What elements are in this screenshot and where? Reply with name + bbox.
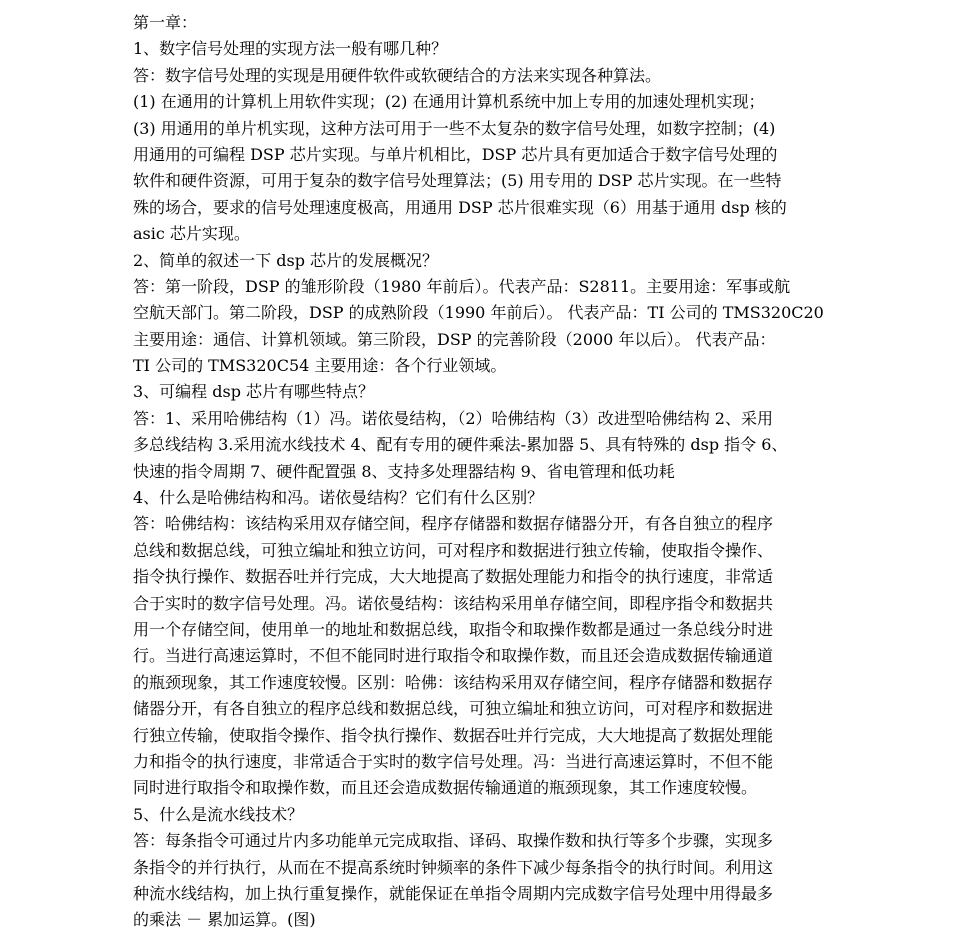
answer-4-line-1: 答：哈佛结构：该结构采用双存储空间，程序存储器和数据存储器分开，有各自独立的程序 bbox=[133, 514, 774, 534]
answer-1-line-4: 用通用的可编程 DSP 芯片实现。与单片机相比，DSP 芯片具有更加适合于数字信号处理的 bbox=[133, 144, 778, 164]
answer-4-line-8: 储器分开，有各自独立的程序总线和数据总线，可独立编址和独立访问，可对程序和数据进 bbox=[133, 699, 774, 719]
answer-1-line-7: asic 芯片实现。 bbox=[133, 224, 250, 244]
answer-2-line-3: 主要用途：通信、计算机领域。第三阶段，DSP 的完善阶段（2000 年以后）。 代表产品： bbox=[133, 329, 776, 349]
answer-1-line-2: (1) 在通用的计算机上用软件实现；(2) 在通用计算机系统中加上专用的加速处理机实现； bbox=[133, 92, 765, 112]
question-1: 1、数字信号处理的实现方法一般有哪几种？ bbox=[133, 39, 448, 59]
answer-4-line-3: 指令执行操作、数据吞吐并行完成，大大地提高了数据处理能力和指令的执行速度，非常适 bbox=[133, 567, 774, 587]
answer-4-line-4: 合于实时的数字信号处理。冯。诺依曼结构：该结构采用单存储空间，即程序指令和数据共 bbox=[133, 593, 774, 613]
answer-2-line-2: 空航天部门。第二阶段，DSP 的成熟阶段（1990 年前后）。 代表产品：TI 公司的 TMS320C20 bbox=[133, 303, 824, 323]
answer-1-line-3: (3) 用通用的单片机实现，这种方法可用于一些不太复杂的数字信号处理，如数字控制；(4) bbox=[133, 118, 776, 138]
answer-3-line-1: 答：1、采用哈佛结构（1）冯。诺依曼结构，（2）哈佛结构（3）改进型哈佛结构 2、采用 bbox=[133, 408, 773, 428]
answer-4-line-6: 行。当进行高速运算时，不但不能同时进行取指令和取操作数，而且还会造成数据传输通道 bbox=[133, 646, 774, 666]
question-2: 2、简单的叙述一下 dsp 芯片的发展概况？ bbox=[133, 250, 439, 270]
question-5: 5、什么是流水线技术？ bbox=[133, 804, 304, 824]
answer-5-line-3: 种流水线结构，加上执行重复操作，就能保证在单指令周期内完成数字信号处理中用得最多 bbox=[133, 883, 774, 903]
answer-1-line-1: 答：数字信号处理的实现是用硬件软件或软硬结合的方法来实现各种算法。 bbox=[133, 65, 662, 85]
answer-3-line-3: 快速的指令周期 7、硬件配置强 8、支持多处理器结构 9、省电管理和低功耗 bbox=[133, 461, 675, 481]
answer-4-line-2: 总线和数据总线，可独立编址和独立访问，可对程序和数据进行独立传输，使取指令操作、 bbox=[133, 540, 774, 560]
answer-2-line-4: TI 公司的 TMS320C54 主要用途：各个行业领域。 bbox=[133, 356, 507, 376]
question-4: 4、什么是哈佛结构和冯。诺依曼结构？它们有什么区别？ bbox=[133, 488, 544, 508]
answer-4-line-7: 的瓶颈现象，其工作速度较慢。区别：哈佛：该结构采用双存储空间，程序存储器和数据存 bbox=[133, 672, 774, 692]
answer-5-line-1: 答：每条指令可通过片内多功能单元完成取指、译码、取操作数和执行等多个步骤，实现多 bbox=[133, 831, 774, 851]
answer-4-line-5: 用一个存储空间，使用单一的地址和数据总线，取指令和取操作数都是通过一条总线分时进 bbox=[133, 619, 774, 639]
answer-1-line-5: 软件和硬件资源，可用于复杂的数字信号处理算法；(5) 用专用的 DSP 芯片实现。在一些特 bbox=[133, 171, 782, 191]
answer-4-line-11: 同时进行取指令和取操作数，而且还会造成数据传输通道的瓶颈现象，其工作速度较慢。 bbox=[133, 778, 758, 798]
answer-3-line-2: 多总线结构 3.采用流水线技术 4、配有专用的硬件乘法-累加器 5、具有特殊的 dsp 指令 6、 bbox=[133, 435, 788, 455]
question-3: 3、可编程 dsp 芯片有哪些特点？ bbox=[133, 382, 375, 402]
answer-4-line-10: 力和指令的执行速度，非常适合于实时的数字信号处理。冯：当进行高速运算时，不但不能 bbox=[133, 751, 774, 771]
answer-4-line-9: 行独立传输，使取指令操作、指令执行操作、数据吞吐并行完成，大大地提高了数据处理能 bbox=[133, 725, 774, 745]
chapter-heading: 第一章： bbox=[133, 13, 198, 32]
answer-5-line-4: 的乘法 － 累加运算。(图) bbox=[133, 910, 316, 930]
answer-1-line-6: 殊的场合，要求的信号处理速度极高，用通用 DSP 芯片很难实现（6）用基于通用 dsp 核的 bbox=[133, 197, 787, 217]
answer-5-line-2: 条指令的并行执行，从而在不提高系统时钟频率的条件下减少每条指令的执行时间。利用这 bbox=[133, 857, 774, 877]
answer-2-line-1: 答：第一阶段，DSP 的雏形阶段（1980 年前后）。代表产品：S2811。主要用途：军事或航 bbox=[133, 276, 791, 296]
